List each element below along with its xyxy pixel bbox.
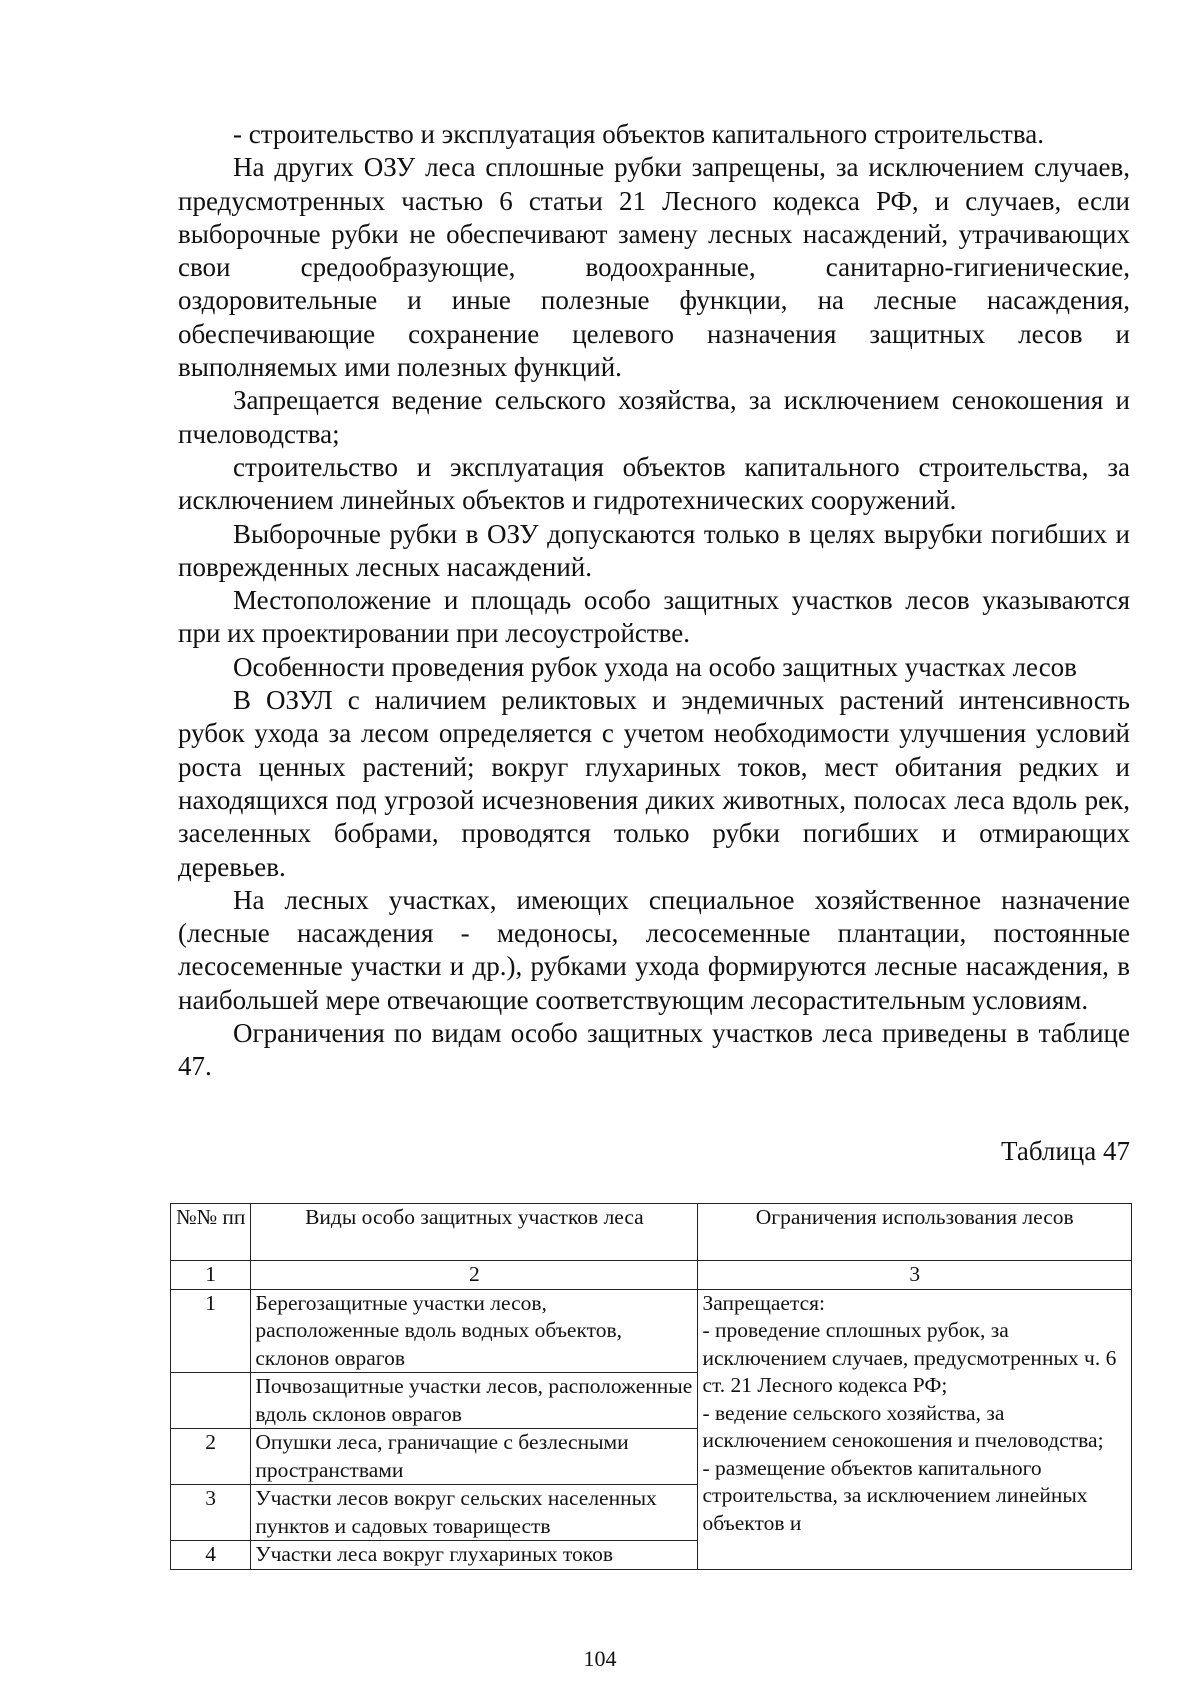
paragraph-agriculture-ban: Запрещается ведение сельского хозяйства, за исключением сенокошения и пчеловодства;	[178, 385, 1130, 449]
table-column-numbers-row	[171, 1261, 1132, 1290]
row-area-type: Почвозащитные участки лесов, расположенные вдоль склонов оврагов	[251, 1373, 698, 1429]
paragraph-relict-plants: В ОЗУЛ с наличием реликтовых и эндемичных растений интенсивность рубок ухода за лесом определяется с учетом необходимости улучшения условий роста ценных растений; вокруг глухариных токов, мест обитания редких и находящихся под угрозой исчезновения диких животных, полосах леса вдоль рек, заселенных бобрами, проводятся только рубки погибших и отмирающих деревьев.	[178, 685, 1130, 882]
limits-line: Запрещается:	[702, 1290, 826, 1315]
paragraph-construction-ban: строительство и эксплуатация объектов капитального строительства, за исключением линейных объектов и гидротехнических сооружений.	[178, 451, 1130, 516]
row-number: 3	[171, 1485, 251, 1541]
table-caption: Таблица 47	[1001, 1136, 1130, 1166]
column-number-3: 3	[698, 1261, 1132, 1290]
limits-cell	[698, 1289, 1132, 1569]
paragraph-construction-note: - строительство и эксплуатация объектов капитального строительства.	[233, 119, 1044, 149]
paragraph-section-heading: Особенности проведения рубок ухода на особо защитных участках лесов	[233, 651, 1077, 682]
paragraph-selective-cutting: Выборочные рубки в ОЗУ допускаются только в целях вырубки погибших и поврежденных лесных насаждений.	[178, 518, 1130, 582]
header-area-type: Виды особо защитных участков леса	[251, 1204, 698, 1261]
limits-line: - ведение сельского хозяйства, за исключением сенокошения и пчеловодства;	[702, 1400, 1104, 1452]
row-number: 1	[171, 1289, 251, 1373]
column-number-2: 2	[251, 1261, 698, 1290]
paragraph-special-purpose: На лесных участках, имеющих специальное хозяйственное назначение (лесные насаждения - медоносы, лесосеменные плантации, постоянные лесосеменные участки и др.), рубками ухода формируются лесные насаждения, в наибольшей мере отвечающие соответствующим лесорастительным условиям.	[178, 884, 1130, 1015]
row-area-type: Участки леса вокруг глухариных токов	[251, 1541, 698, 1570]
row-number: 4	[171, 1541, 251, 1570]
header-number: №№ пп	[171, 1204, 251, 1261]
page-number: 104	[583, 1646, 617, 1671]
row-number: 2	[171, 1429, 251, 1485]
row-area-type: Опушки леса, граничащие с безлесными пространствами	[251, 1429, 698, 1485]
row-area-type: Участки лесов вокруг сельских населенных пунктов и садовых товариществ	[251, 1485, 698, 1541]
restrictions-table	[170, 1203, 1132, 1570]
paragraph-table-reference: Ограничения по видам особо защитных участков леса приведены в таблице 47.	[178, 1018, 1130, 1082]
paragraph-clear-cutting: На других ОЗУ леса сплошные рубки запрещены, за исключением случаев, предусмотренных частью 6 статьи 21 Лесного кодекса РФ, и случаев, если выборочные рубки не обеспечивают замену лесных насаждений, утрачивающих свои средообразующие, водоохранные, санитарно-гигиенические, оздоровительные и иные полезные функции, на лесные насаждения, обеспечивающие сохранение целевого назначения защитных лесов и выполняемых ими полезных функций.	[178, 152, 1130, 383]
row-number	[171, 1373, 251, 1429]
column-number-1: 1	[171, 1261, 251, 1290]
limits-line: - проведение сплошных рубок, за исключением случаев, предусмотренных ч. 6 ст. 21 Лесного кодекса РФ;	[702, 1318, 1117, 1397]
paragraph-location: Местоположение и площадь особо защитных участков лесов указываются при их проектировании при лесоустройстве.	[178, 585, 1130, 649]
table-header-row	[171, 1204, 1132, 1261]
table-row	[171, 1289, 1132, 1373]
header-limits: Ограничения использования лесов	[698, 1204, 1132, 1261]
row-area-type: Берегозащитные участки лесов, расположенные вдоль водных объектов, склонов оврагов	[251, 1289, 698, 1373]
limits-line: - размещение объектов капитального строительства, за исключением линейных объектов и	[702, 1455, 1088, 1535]
body-text	[178, 118, 1130, 1084]
